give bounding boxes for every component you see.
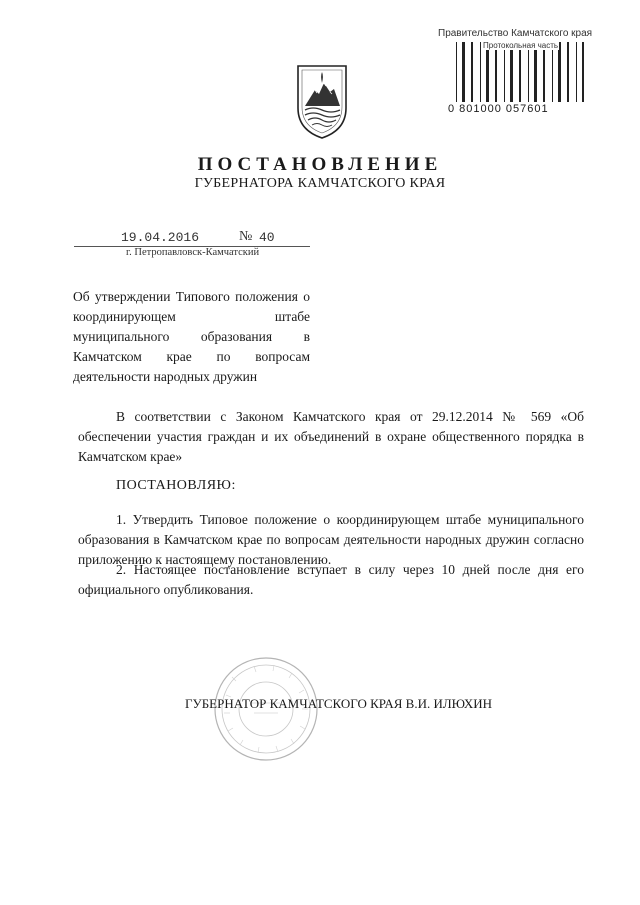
document-heading: Об утверждении Типового положения о координирующем штабе муниципального образования в Камчатском крае по вопросам деятельности народных дружин <box>73 289 310 384</box>
barcode-bar <box>552 42 553 102</box>
barcode-bar <box>456 42 457 102</box>
signature-line: ГУБЕРНАТОР КАМЧАТСКОГО КРАЯ В.И. ИЛЮХИН <box>185 696 493 711</box>
barcode-bar <box>486 42 489 102</box>
barcode-bar <box>462 42 465 102</box>
barcode-bar <box>576 42 577 102</box>
document-number-label: № <box>239 229 253 244</box>
barcode-subtitle: Протокольная часть <box>483 41 559 50</box>
document-date: 19.04.2016 <box>121 230 200 245</box>
coat-of-arms-emblem <box>295 62 349 140</box>
barcode-bar <box>495 42 497 102</box>
barcode-bar <box>567 42 569 102</box>
document-place: г. Петропавловск-Камчатский <box>126 247 260 258</box>
document-subtitle: ГУБЕРНАТОРА КАМЧАТСКОГО КРАЯ <box>194 176 446 191</box>
decree-item-1: 1. Утвердить Типовое положение о координирующем штабе муниципального образования в Камчатском крае по вопросам деятельности народных дружин согласно приложению к настоящему постановлению. <box>78 512 584 567</box>
barcode-number: 0 801000 057601 <box>448 103 549 115</box>
barcode-bar <box>480 42 481 102</box>
barcode-bar <box>504 42 505 102</box>
barcode-bar <box>543 42 545 102</box>
barcode-bar <box>519 42 521 102</box>
barcode <box>456 42 584 102</box>
barcode-bar <box>510 42 513 102</box>
document-number: 40 <box>259 230 275 245</box>
barcode-bar <box>534 42 537 102</box>
decree-item-2: 2. Настоящее постановление вступает в силу через 10 дней после дня его официального опубликования. <box>78 562 584 597</box>
barcode-bar <box>471 42 473 102</box>
organization-header: Правительство Камчатского края <box>438 28 593 39</box>
intro-paragraph: В соответствии с Законом Камчатского края от 29.12.2014 № 569 «Об обеспечении участия граждан и их объединений в охране общественного порядка в Камчатском крае» <box>78 409 584 464</box>
decree-word: ПОСТАНОВЛЯЮ: <box>116 478 236 493</box>
document-title: ПОСТАНОВЛЕНИЕ <box>197 154 443 175</box>
barcode-bar <box>528 42 529 102</box>
barcode-bar <box>558 42 561 102</box>
barcode-bar <box>582 42 584 102</box>
